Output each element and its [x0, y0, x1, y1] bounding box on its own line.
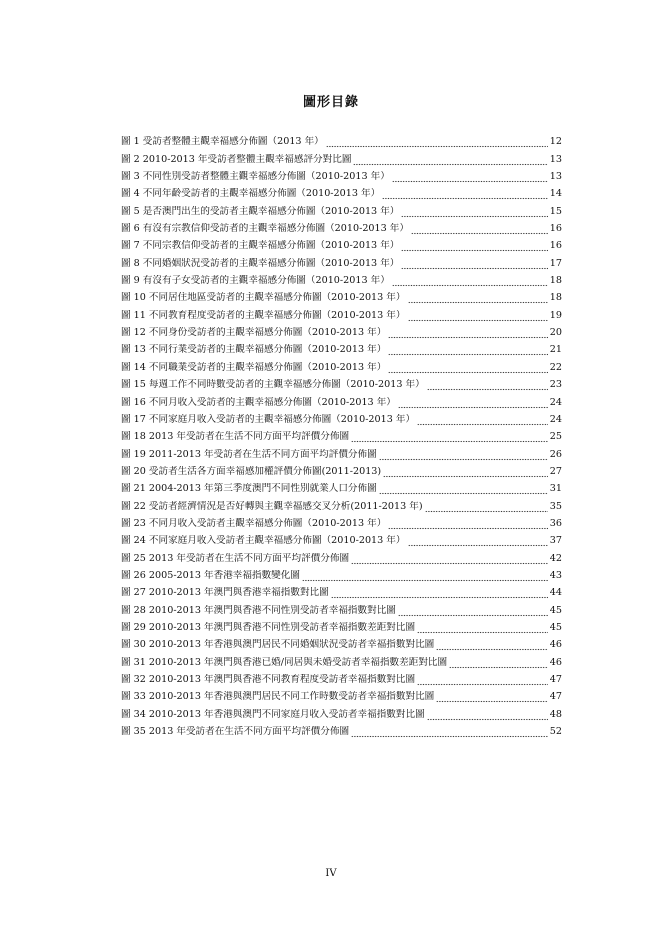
toc-entry-label: 圖 33 2010-2013 年香港與澳門居民不同工作時數受訪者幸福指數對比圖	[121, 691, 435, 703]
toc-entry[interactable]	[121, 651, 562, 668]
toc-entry-label: 圖 23 不同月收入受訪者主觀幸福感分佈圖（2010-2013 年）	[121, 517, 387, 529]
dot-leader	[331, 587, 548, 599]
dot-leader	[379, 449, 548, 461]
toc-entry[interactable]	[121, 166, 562, 183]
toc-entry-page: 43	[549, 569, 562, 581]
dot-leader	[392, 275, 548, 287]
toc-entry-label: 圖 20 受訪者生活各方面幸福感加權評價分佈圖(2011-2013)	[121, 465, 382, 477]
toc-entry-label: 圖 25 2013 年受訪者在生活不同方面平均評價分佈圖	[121, 552, 350, 564]
toc-entry[interactable]	[121, 391, 562, 408]
toc-entry-page: 18	[549, 292, 562, 304]
toc-entry-page: 45	[549, 621, 562, 633]
toc-entry-page: 52	[549, 726, 562, 738]
toc-entry-label: 圖 21 2004-2013 年第三季度澳門不同性別就業人口分佈圖	[121, 483, 377, 495]
toc-entry-label: 圖 3 不同性別受訪者整體主觀幸福感分佈圖（2010-2013 年）	[121, 171, 390, 183]
toc-entry-page: 46	[549, 656, 562, 668]
toc-entry-page: 15	[549, 205, 562, 217]
toc-entry-page: 46	[549, 639, 562, 651]
toc-entry-label: 圖 29 2010-2013 年澳門與香港不同性別受訪者幸福指數差距對比圖	[121, 621, 416, 633]
toc-entry-page: 18	[549, 275, 562, 287]
dot-leader	[388, 344, 547, 356]
toc-entry[interactable]	[121, 287, 562, 304]
toc-entry-label: 圖 34 2010-2013 年香港與澳門不同家庭月收入受訪者幸福指數對比圖	[121, 708, 425, 720]
toc-entry[interactable]	[121, 443, 562, 460]
page-title: 圖形目錄	[302, 95, 359, 110]
dot-leader	[408, 292, 548, 304]
toc-entry-label: 圖 8 不同婚姻狀況受訪者的主觀幸福感分佈圖（2010-2013 年）	[121, 257, 400, 269]
toc-entry-label: 圖 13 不同行業受訪者的主觀幸福感分佈圖（2010-2013 年）	[121, 344, 387, 356]
toc-entry-page: 17	[549, 257, 562, 269]
toc-entry-page: 20	[549, 327, 562, 339]
toc-entry[interactable]	[121, 686, 562, 703]
dot-leader	[388, 518, 547, 530]
toc-entry-label: 圖 2 2010-2013 年受訪者整體主觀幸福感評分對比圖	[121, 153, 352, 165]
dot-leader	[417, 414, 548, 426]
dot-leader	[388, 362, 547, 374]
toc-entry[interactable]	[121, 426, 562, 443]
toc-entry-page: 45	[549, 604, 562, 616]
toc-entry-label: 圖 35 2013 年受訪者在生活不同方面平均評價分佈圖	[121, 726, 350, 738]
toc-entry-page: 14	[549, 188, 562, 200]
toc-entry[interactable]	[121, 270, 562, 287]
dot-leader	[353, 154, 547, 166]
toc-entry[interactable]	[121, 339, 562, 356]
toc-entry[interactable]	[121, 547, 562, 564]
toc-entry[interactable]	[121, 200, 562, 217]
toc-entry[interactable]	[121, 513, 562, 530]
dot-leader	[401, 240, 547, 252]
toc-entry-page: 31	[549, 483, 562, 495]
toc-entry-label: 圖 28 2010-2013 年澳門與香港不同性別受訪者幸福指數對比圖	[121, 604, 396, 616]
dot-leader	[379, 483, 548, 495]
toc-entry[interactable]	[121, 478, 562, 495]
toc-entry-label: 圖 24 不同家庭月收入受訪者主觀幸福感分佈圖（2010-2013 年）	[121, 535, 406, 547]
toc-entry-label: 圖 1 受訪者整體主觀幸福感分佈圖（2013 年）	[121, 136, 324, 148]
dot-leader	[401, 206, 547, 218]
dot-leader	[398, 397, 548, 409]
toc-entry[interactable]	[121, 461, 562, 478]
toc-entry-page: 42	[549, 552, 562, 564]
toc-entry[interactable]	[121, 374, 562, 391]
toc-entry-label: 圖 32 2010-2013 年澳門與香港不同教育程度受訪者幸福指數對比圖	[121, 674, 416, 685]
toc-entry[interactable]	[121, 235, 562, 252]
toc-entry[interactable]	[121, 183, 562, 200]
toc-entry-label: 圖 5 是否澳門出生的受訪者主觀幸福感分佈圖（2010-2013 年）	[121, 205, 400, 217]
toc-entry-label: 圖 16 不同月收入受訪者的主觀幸福感分佈圖（2010-2013 年）	[121, 396, 396, 408]
dot-leader	[408, 535, 548, 547]
toc-entry-label: 圖 30 2010-2013 年香港與澳門居民不同婚姻狀況受訪者幸福指數對比圖	[121, 639, 435, 651]
toc-entry-page: 16	[549, 223, 562, 235]
dot-leader	[388, 327, 547, 339]
toc-entry-label: 圖 9 有沒有子女受訪者的主觀幸福感分佈圖（2010-2013 年）	[121, 275, 390, 287]
toc-entry-page: 21	[549, 344, 562, 356]
toc-entry-page: 23	[549, 379, 562, 391]
toc-entry-label: 圖 10 不同居住地區受訪者的主觀幸福感分佈圖（2010-2013 年）	[121, 292, 406, 304]
toc-entry-page: 16	[549, 240, 562, 252]
toc-entry-page: 48	[549, 708, 562, 720]
toc-entry-label: 圖 15 每週工作不同時數受訪者的主觀幸福感分佈圖（2010-2013 年）	[121, 379, 425, 391]
dot-leader	[417, 674, 548, 686]
toc-entry-page: 36	[549, 517, 562, 529]
dot-leader	[398, 605, 548, 617]
toc-entry[interactable]	[121, 131, 562, 148]
toc-entry[interactable]	[121, 582, 562, 599]
toc-entry-label: 圖 7 不同宗教信仰受訪者的主觀幸福感分佈圖（2010-2013 年）	[121, 240, 400, 252]
toc-entry-label: 圖 17 不同家庭月收入受訪者的主觀幸福感分佈圖（2010-2013 年）	[121, 413, 416, 425]
toc-entry[interactable]	[121, 599, 562, 616]
toc-entry-page: 13	[549, 171, 562, 183]
toc-entry-page: 37	[549, 535, 562, 547]
toc-entry[interactable]	[121, 304, 562, 321]
toc-entry-page: 44	[549, 587, 562, 599]
figure-list	[121, 131, 562, 738]
toc-entry[interactable]	[121, 565, 562, 582]
dot-leader	[411, 223, 548, 235]
toc-entry-label: 圖 19 2011-2013 年受訪者在生活不同方面平均評價分佈圖	[121, 448, 377, 460]
dot-leader	[351, 553, 548, 565]
dot-leader	[392, 171, 548, 183]
toc-entry-page: 24	[549, 396, 562, 408]
dot-leader	[408, 310, 548, 322]
toc-entry[interactable]	[121, 617, 562, 634]
toc-entry[interactable]	[121, 148, 562, 165]
toc-entry[interactable]	[121, 721, 562, 738]
toc-entry[interactable]	[121, 252, 562, 269]
toc-entry-page: 35	[549, 500, 562, 512]
toc-entry[interactable]	[121, 669, 562, 686]
toc-entry-label: 圖 26 2005-2013 年香港幸福指數變化圖	[121, 569, 300, 581]
toc-entry[interactable]	[121, 409, 562, 426]
page-number: IV	[325, 868, 337, 879]
dot-leader	[449, 657, 548, 669]
toc-entry-label: 圖 6 有沒有宗教信仰受訪者的主觀幸福感分佈圖（2010-2013 年）	[121, 223, 409, 235]
toc-entry-page: 47	[549, 691, 562, 703]
toc-entry-page: 22	[549, 361, 562, 373]
dot-leader	[326, 136, 548, 148]
toc-entry-page: 13	[549, 153, 562, 165]
toc-entry-page: 24	[549, 413, 562, 425]
dot-leader	[425, 501, 548, 513]
toc-entry[interactable]	[121, 530, 562, 547]
dot-leader	[382, 188, 548, 200]
toc-entry[interactable]	[121, 703, 562, 720]
toc-entry-label: 圖 22 受訪者經濟情況是否好轉與主觀幸福感交叉分析(2011-2013 年)	[121, 500, 423, 512]
dot-leader	[417, 622, 548, 634]
dot-leader	[436, 691, 548, 703]
toc-entry-label: 圖 12 不同身份受訪者的主觀幸福感分佈圖（2010-2013 年）	[121, 327, 387, 339]
toc-entry-label: 圖 4 不同年齡受訪者的主觀幸福感分佈圖（2010-2013 年）	[121, 188, 381, 200]
toc-entry[interactable]	[121, 218, 562, 235]
toc-entry-page: 27	[549, 465, 562, 477]
toc-entry-label: 圖 27 2010-2013 年澳門與香港幸福指數對比圖	[121, 587, 329, 599]
toc-entry-label: 圖 14 不同職業受訪者的主觀幸福感分佈圖（2010-2013 年）	[121, 361, 387, 373]
toc-entry-page: 47	[549, 674, 562, 685]
toc-entry[interactable]	[121, 356, 562, 373]
dot-leader	[427, 709, 548, 721]
toc-entry-label: 圖 11 不同教育程度受訪者的主觀幸福感分佈圖（2010-2013 年）	[121, 309, 406, 321]
toc-entry[interactable]	[121, 634, 562, 651]
dot-leader	[351, 726, 548, 738]
toc-entry[interactable]	[121, 495, 562, 512]
dot-leader	[401, 258, 547, 270]
dot-leader	[383, 466, 548, 478]
toc-entry-label: 圖 18 2013 年受訪者在生活不同方面平均評價分佈圖	[121, 431, 350, 443]
dot-leader	[427, 379, 548, 391]
toc-entry-page: 12	[549, 136, 562, 148]
toc-entry-page: 25	[549, 431, 562, 443]
dot-leader	[436, 639, 548, 651]
toc-entry-label: 圖 31 2010-2013 年澳門與香港已婚/同居與未婚受訪者幸福指數差距對比圖	[121, 656, 448, 668]
dot-leader	[302, 570, 548, 582]
toc-entry-page: 26	[549, 448, 562, 460]
toc-entry[interactable]	[121, 322, 562, 339]
toc-entry-page: 19	[549, 309, 562, 321]
dot-leader	[351, 431, 548, 443]
